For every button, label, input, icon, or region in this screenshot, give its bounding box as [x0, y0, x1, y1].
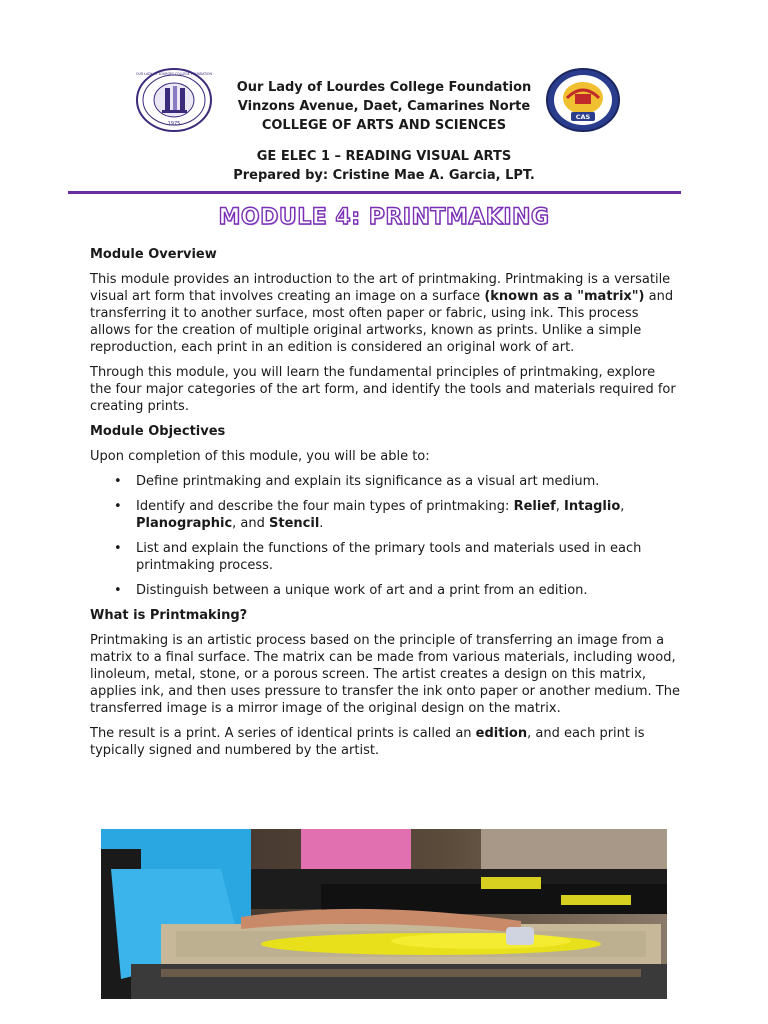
college-department: COLLEGE OF ARTS AND SCIENCES — [261, 118, 507, 133]
institution-header — [220, 78, 548, 185]
overview-paragraph-1: This module provides an introduction to the art of printmaking. Printmaking is a versatile visual art form that involves creating an image on a surface (known as a "matrix") and transferring it to another surface, most often paper or fabric, using ink. This process allows for the creation of multiple original artworks, known as prints. Unlike a simple reproduction, each print in an edition is considered an original work of art. — [90, 272, 674, 355]
college-name: Our Lady of Lourdes College Foundation — [236, 80, 532, 95]
course-title: GE ELEC 1 – READING VISUAL ARTS — [256, 149, 512, 164]
cas-seal-icon — [545, 68, 621, 132]
what-is-paragraph-2: The result is a print. A series of identical prints is called an edition, and each print is typically signed and numbered by the artist. — [90, 726, 645, 758]
objective-item: • List and explain the functions of the primary tools and materials used in each printmaking process. — [114, 540, 680, 574]
objective-item: • Identify and describe the four main types of printmaking: Relief, Intaglio, Planographic, and Stencil. — [114, 498, 680, 532]
objectives-heading: Module Objectives — [90, 424, 226, 439]
screen-printing-photo — [101, 829, 667, 999]
objective-item: • Define printmaking and explain its significance as a visual art medium. — [114, 473, 680, 490]
objectives-intro: Upon completion of this module, you will be able to: — [90, 449, 430, 464]
header-divider — [68, 191, 681, 194]
module-content — [90, 246, 680, 767]
seal-year: 1975 — [167, 121, 181, 127]
screen-printing-illustration — [101, 829, 667, 999]
prepared-by: Prepared by: Cristine Mae A. Garcia, LPT. — [233, 168, 535, 183]
objectives-list — [114, 473, 680, 599]
what-is-heading: What is Printmaking? — [90, 608, 248, 623]
objective-item: • Distinguish between a unique work of art and a print from an edition. — [114, 582, 680, 599]
overview-heading: Module Overview — [90, 247, 217, 262]
seal-text: OUR LADY OF LOURDES COLLEGE FOUNDATION — [136, 72, 212, 76]
document-header — [0, 66, 768, 186]
what-is-paragraph-1: Printmaking is an artistic process based on the principle of transferring an image from a matrix to a final surface. The matrix can be made from various materials, including wood, linoleum, metal, stone, or a porous screen. The artist creates a design on this matrix, applies ink, and then uses pressure to transfer the ink onto paper or another medium. The transferred image is a mirror image of the original design on the matrix. — [90, 633, 680, 716]
college-address: Vinzons Avenue, Daet, Camarines Norte — [237, 99, 531, 114]
overview-paragraph-2: Through this module, you will learn the fundamental principles of printmaking, explore the four major categories of the art form, and identify the tools and materials required for creating prints. — [90, 365, 676, 414]
college-seal-icon — [135, 68, 213, 132]
module-title: MODULE 4: PRINTMAKING — [218, 205, 550, 230]
cas-seal-text: CAS — [575, 113, 591, 121]
